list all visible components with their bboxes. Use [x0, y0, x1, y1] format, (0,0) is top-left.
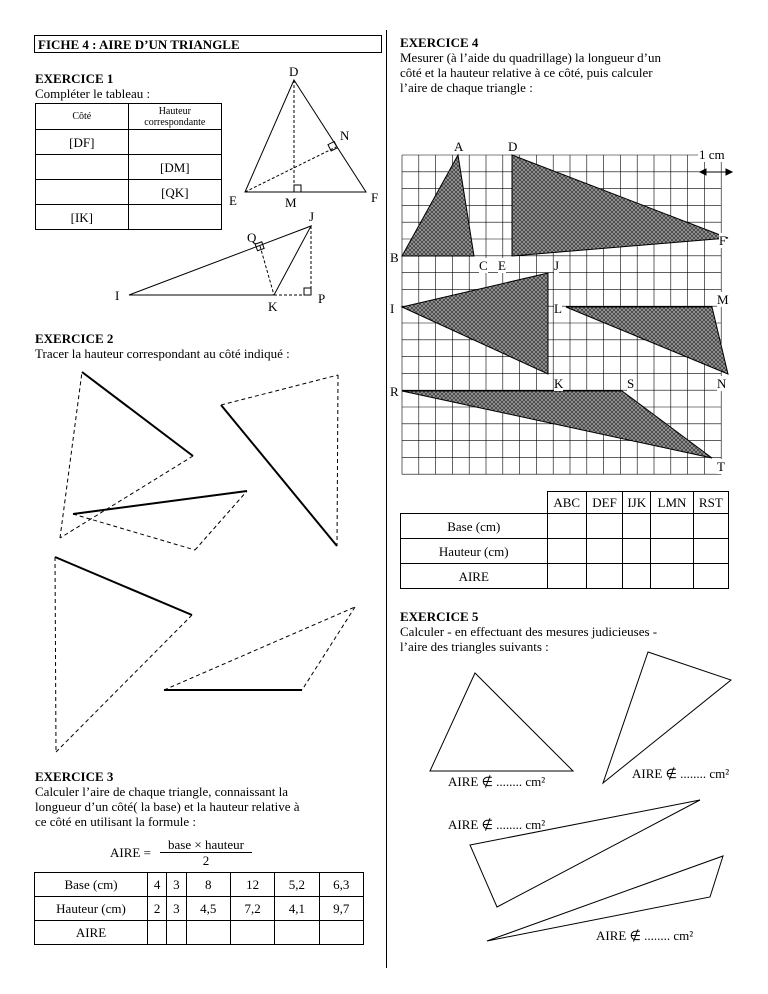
- table-cell[interactable]: [693, 564, 728, 589]
- area-answer[interactable]: AIRE ∉ ........ cm²: [632, 766, 730, 781]
- table-cell[interactable]: [547, 539, 586, 564]
- table-cell[interactable]: [651, 564, 693, 589]
- point-label: Q: [247, 230, 257, 245]
- point-label: I: [115, 288, 120, 303]
- table-cell: 6,3: [319, 873, 363, 897]
- table-row: [401, 564, 729, 589]
- column-header: IJK: [623, 492, 651, 514]
- ex5-line: l’aire des triangles suivants :: [400, 639, 549, 654]
- ex4-title: EXERCICE 4: [400, 35, 479, 50]
- ex1-instruction: Compléter le tableau :: [35, 86, 151, 101]
- table-row: [401, 492, 729, 514]
- ex1-header-side: Côté: [36, 104, 129, 130]
- point-label: L: [554, 301, 562, 316]
- column-header: LMN: [651, 492, 693, 514]
- table-cell[interactable]: [547, 564, 586, 589]
- table-cell[interactable]: [623, 539, 651, 564]
- table-cell: 4: [148, 873, 167, 897]
- ex3-line: Calculer l’aire de chaque triangle, connaissant la: [35, 784, 289, 799]
- point-label: P: [318, 291, 326, 306]
- table-cell: 7,2: [230, 897, 274, 921]
- ex5-title: EXERCICE 5: [400, 609, 479, 624]
- point-label: J: [554, 258, 560, 273]
- triangle-lmn: [566, 307, 728, 374]
- point-label: E: [498, 258, 506, 273]
- point-label: E: [229, 193, 237, 208]
- area-answer[interactable]: AIRE ∉ ........ cm²: [448, 817, 546, 832]
- point-label: A: [454, 139, 464, 154]
- point-label: F: [719, 233, 727, 248]
- table-corner: [401, 492, 548, 514]
- point-label: I: [390, 301, 395, 316]
- point-label: D: [508, 139, 518, 154]
- ex4-line: Mesurer (à l’aide du quadrillage) la longueur d’un: [400, 50, 661, 65]
- ex3-line: ce côté en utilisant la formule :: [35, 814, 196, 829]
- table-cell[interactable]: [QK]: [128, 180, 221, 205]
- table-cell: 12: [230, 873, 274, 897]
- row-header: Base (cm): [401, 514, 548, 539]
- point-label: N: [340, 128, 350, 143]
- point-label: K: [554, 376, 564, 391]
- table-cell[interactable]: [547, 514, 586, 539]
- table-cell[interactable]: [623, 514, 651, 539]
- ex4-line: l’aire de chaque triangle :: [400, 80, 533, 95]
- row-header: Hauteur (cm): [35, 897, 148, 921]
- scale-arrow: [700, 169, 732, 175]
- point-label: R: [390, 384, 399, 399]
- point-label: D: [289, 64, 299, 79]
- triangle-rst: [402, 391, 712, 458]
- ex3-title: EXERCICE 3: [35, 769, 114, 784]
- area-answer[interactable]: AIRE ∉ ........ cm²: [596, 928, 694, 943]
- table-cell[interactable]: [623, 564, 651, 589]
- table-cell: 4,1: [275, 897, 319, 921]
- table-cell[interactable]: [586, 564, 622, 589]
- ex4-line: côté et la hauteur relative à ce côté, puis calculer: [400, 65, 653, 80]
- table-cell[interactable]: [693, 514, 728, 539]
- ex1-header-height-line1: Hauteur: [158, 105, 191, 117]
- point-label: N: [717, 376, 727, 391]
- table-cell: 8: [186, 873, 230, 897]
- formula-denominator: 2: [202, 853, 210, 868]
- table-cell[interactable]: [693, 539, 728, 564]
- point-label: K: [268, 299, 278, 314]
- table-cell[interactable]: [DF]: [36, 130, 129, 155]
- point-label: M: [285, 195, 297, 210]
- table-cell: 5,2: [275, 873, 319, 897]
- table-row: [401, 539, 729, 564]
- row-header: AIRE: [35, 921, 148, 945]
- ex4-table: [400, 491, 729, 589]
- row-header: AIRE: [401, 564, 548, 589]
- formula-lhs: AIRE =: [110, 845, 151, 860]
- formula-numerator: base × hauteur: [160, 837, 252, 853]
- point-label: B: [390, 250, 399, 265]
- ex1-title: EXERCICE 1: [35, 71, 114, 86]
- sheet-title: FICHE 4 : AIRE D’UN TRIANGLE: [34, 35, 382, 53]
- table-cell[interactable]: [IK]: [36, 205, 129, 230]
- table-cell: 4,5: [186, 897, 230, 921]
- table-cell: 3: [167, 897, 186, 921]
- ex5-line: Calculer - en effectuant des mesures judicieuses -: [400, 624, 658, 639]
- table-row: [401, 514, 729, 539]
- scale-label: 1 cm: [699, 147, 725, 162]
- area-answer[interactable]: AIRE ∉ ........ cm²: [448, 774, 546, 789]
- ex2-instruction: Tracer la hauteur correspondant au côté indiqué :: [35, 346, 290, 361]
- table-cell[interactable]: [651, 539, 693, 564]
- column-header: ABC: [547, 492, 586, 514]
- table-cell[interactable]: [651, 514, 693, 539]
- ex1-header-height-line2: correspondante: [144, 116, 206, 128]
- table-cell: 2: [148, 897, 167, 921]
- point-label: C: [479, 258, 488, 273]
- table-cell[interactable]: [586, 514, 622, 539]
- point-label: S: [627, 376, 635, 391]
- point-label: J: [309, 209, 315, 224]
- table-cell: 9,7: [319, 897, 363, 921]
- ex3-line: longueur d’un côté( la base) et la hauteur relative à: [35, 799, 300, 814]
- column-header: RST: [693, 492, 728, 514]
- table-cell[interactable]: [DM]: [128, 155, 221, 180]
- point-label: F: [371, 190, 379, 205]
- ex2-title: EXERCICE 2: [35, 331, 114, 346]
- column-header: DEF: [586, 492, 622, 514]
- row-header: Base (cm): [35, 873, 148, 897]
- table-cell[interactable]: [586, 539, 622, 564]
- triangle-ijk-grid: [402, 273, 548, 374]
- point-label: T: [717, 459, 725, 474]
- point-label: M: [717, 292, 729, 307]
- table-cell: 3: [167, 873, 186, 897]
- row-header: Hauteur (cm): [401, 539, 548, 564]
